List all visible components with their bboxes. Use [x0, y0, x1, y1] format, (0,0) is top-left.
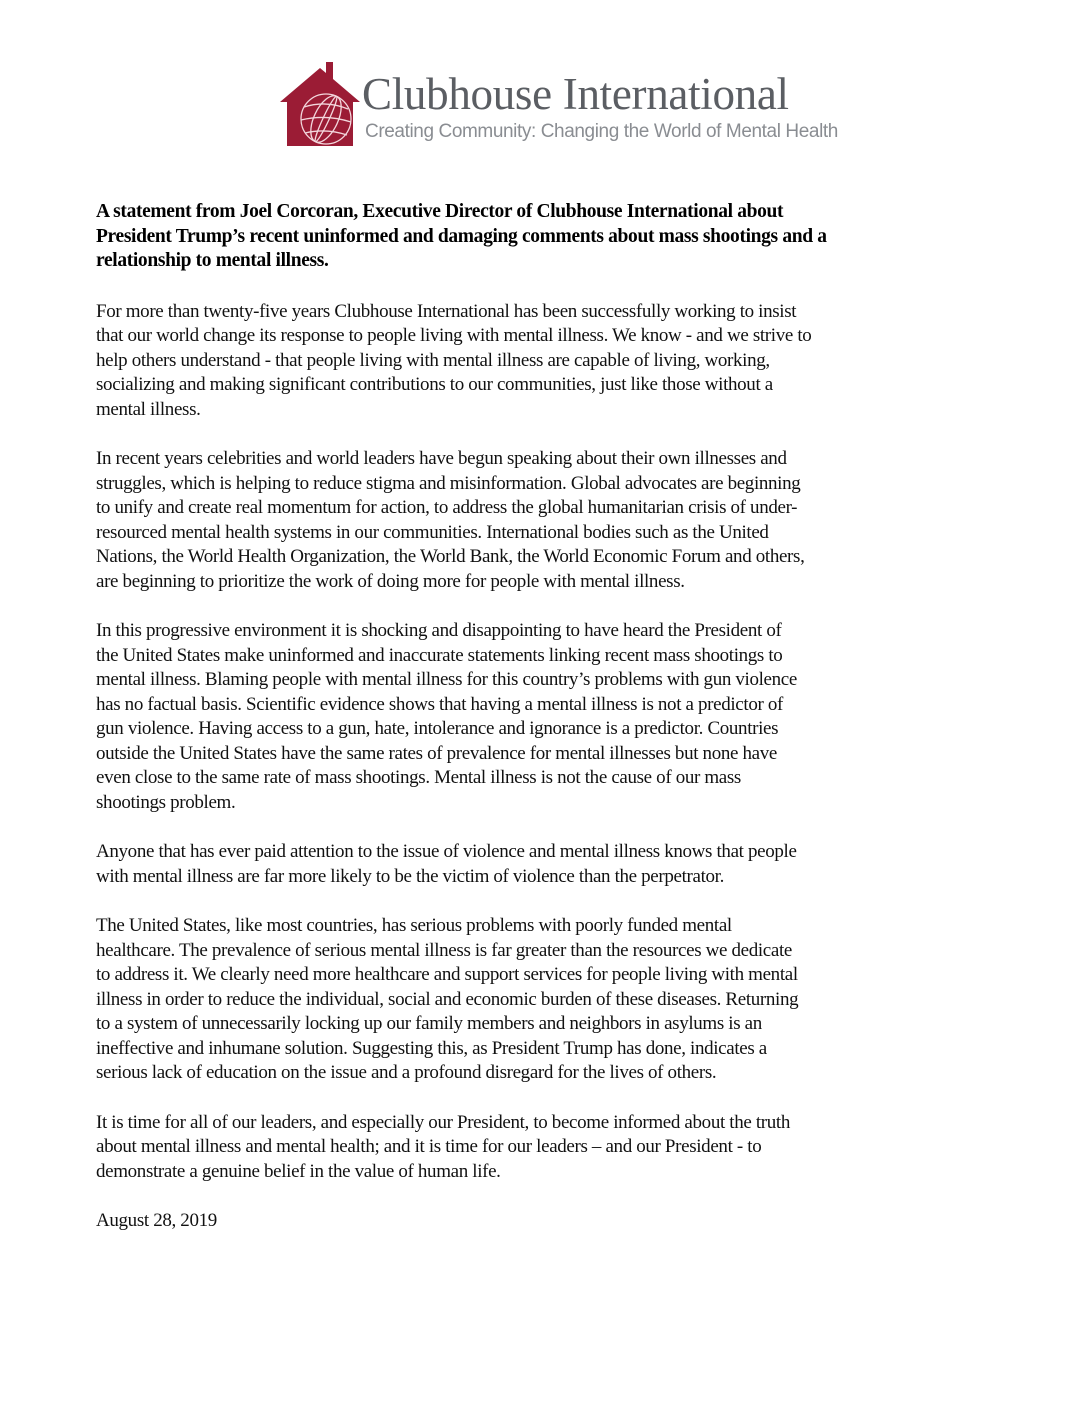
text-line: struggles, which is helping to reduce stigma and misinformation. Global advocates are beginning: [96, 472, 801, 494]
org-tagline: Creating Community: Changing the World of Mental Health: [365, 121, 838, 142]
text-line: mental illness. Blaming people with mental illness for this country’s problems with gun violence: [96, 669, 797, 690]
text-line: even close to the same rate of mass shootings. Mental illness is not the cause of our mass: [96, 767, 741, 788]
org-name: Clubhouse International: [362, 69, 789, 119]
text-line: shootings problem.: [96, 791, 236, 813]
statement-date: August 28, 2019: [96, 1210, 217, 1231]
text-line: mental illness.: [96, 398, 201, 420]
paragraph-global-advocacy: [96, 447, 996, 594]
text-line: gun violence. Having access to a gun, hate, intolerance and ignorance is a predictor. Countries: [96, 718, 779, 739]
text-line: For more than twenty-five years Clubhouse International has been successfully working to insist: [96, 300, 797, 322]
house-globe-icon: [280, 62, 360, 146]
text-line: Nations, the World Health Organization, the World Bank, the World Economic Forum and others,: [96, 546, 805, 567]
text-line: demonstrate a genuine belief in the value of human life.: [96, 1160, 501, 1182]
text-line: illness in order to reduce the individual, social and economic burden of these diseases. Returning: [96, 988, 799, 1010]
text-line: are beginning to prioritize the work of doing more for people with mental illness.: [96, 570, 685, 592]
text-line: help others understand - that people living with mental illness are capable of living, working,: [96, 349, 770, 371]
paragraph-victims: [96, 840, 996, 889]
text-line: about mental illness and mental health; and it is time for our leaders – and our President - to: [96, 1136, 762, 1157]
paragraph-president-statements: [96, 619, 996, 815]
paragraph-history: [96, 300, 996, 423]
paragraph-call-to-action: [96, 1111, 996, 1185]
text-line: to address it. We clearly need more healthcare and support services for people living with mental: [96, 964, 798, 985]
headline-line: A statement from Joel Corcoran, Executive Director of Clubhouse International about: [96, 201, 784, 222]
text-line: socializing and making significant contributions to our communities, just like those without a: [96, 374, 773, 395]
text-line: In this progressive environment it is shocking and disappointing to have heard the President of: [96, 620, 782, 641]
text-line: Anyone that has ever paid attention to the issue of violence and mental illness knows that people: [96, 841, 797, 862]
text-line: The United States, like most countries, has serious problems with poorly funded mental: [96, 915, 732, 936]
headline-line: President Trump’s recent uninformed and damaging comments about mass shootings and a: [96, 225, 827, 247]
statement-headline: [96, 200, 996, 274]
headline-line: relationship to mental illness.: [96, 250, 329, 271]
text-line: to a system of unnecessarily locking up our family members and neighbors in asylums is an: [96, 1013, 762, 1034]
text-line: resourced mental health systems in our communities. International bodies such as the United: [96, 521, 769, 543]
text-line: In recent years celebrities and world leaders have begun speaking about their own illnesses and: [96, 448, 787, 469]
paragraph-funding: [96, 914, 996, 1086]
text-line: that our world change its response to people living with mental illness. We know - and we strive to: [96, 325, 812, 346]
text-line: with mental illness are far more likely to be the victim of violence than the perpetrator.: [96, 865, 724, 887]
text-line: the United States make uninformed and inaccurate statements linking recent mass shootings to: [96, 644, 783, 666]
text-line: serious lack of education on the issue and a profound disregard for the lives of others.: [96, 1062, 717, 1083]
text-line: It is time for all of our leaders, and especially our President, to become informed about the truth: [96, 1111, 790, 1133]
text-line: has no factual basis. Scientific evidence shows that having a mental illness is not a predictor of: [96, 693, 783, 715]
letterhead: [280, 62, 838, 150]
text-line: to unify and create real momentum for action, to address the global humanitarian crisis of under-: [96, 497, 798, 518]
statement-body: [96, 200, 996, 1234]
text-line: outside the United States have the same rates of prevalence for mental illnesses but none have: [96, 742, 777, 764]
text-line: healthcare. The prevalence of serious mental illness is far greater than the resources we dedicate: [96, 939, 792, 961]
text-line: ineffective and inhumane solution. Suggesting this, as President Trump has done, indicates a: [96, 1037, 767, 1059]
